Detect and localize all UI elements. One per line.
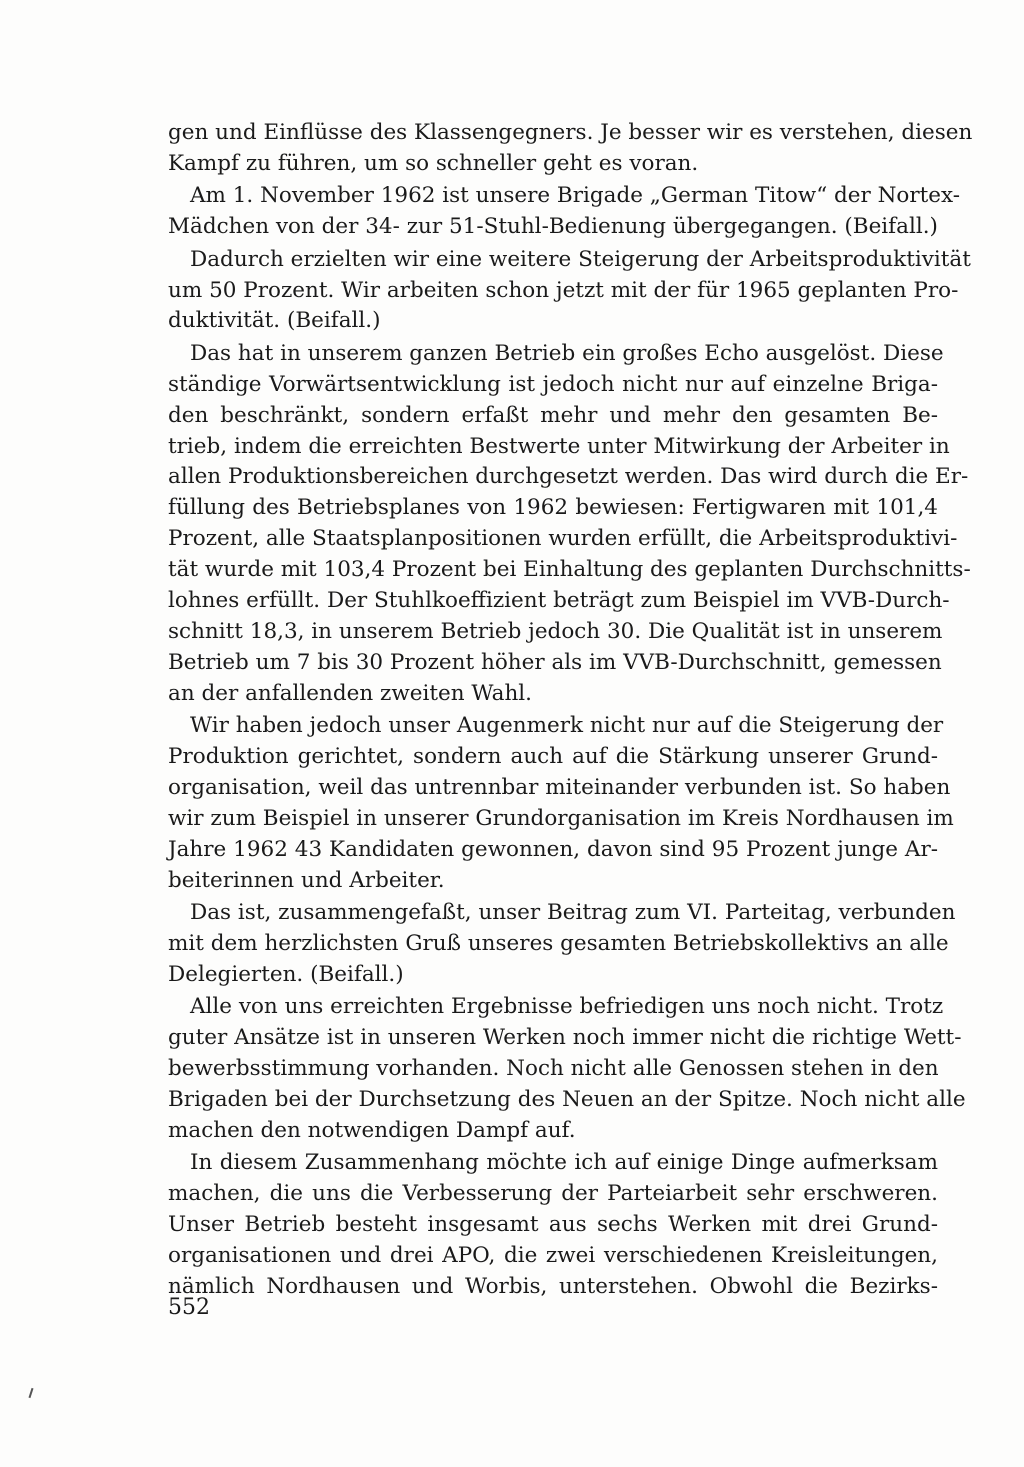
paragraph [168, 898, 956, 991]
text-line: Wir haben jedoch unser Augenmerk nicht nur auf die Steigerung der [190, 713, 944, 739]
text-line: organisationen und drei APO, die zwei verschiedenen Kreisleitungen, [168, 1243, 938, 1269]
text-line: an der anfallenden zweiten Wahl. [168, 680, 533, 706]
text-line: In diesem Zusammenhang möchte ich auf einige Dinge aufmerksam [190, 1150, 938, 1176]
text-line: Produktion gerichtet, sondern auch auf die Stärkung unserer Grund- [168, 744, 938, 770]
text-line: Unser Betrieb besteht insgesamt aus sechs Werken mit drei Grund- [168, 1212, 938, 1238]
text-line: Am 1. November 1962 ist unsere Brigade „German Titow“ der Nortex- [190, 183, 961, 209]
paragraph [168, 245, 971, 338]
text-line: gen und Einflüsse des Klassengegners. Je besser wir es verstehen, diesen [168, 120, 973, 145]
text-line: Das hat in unserem ganzen Betrieb ein großes Echo ausgelöst. Diese [190, 340, 944, 366]
text-line: organisation, weil das untrennbar miteinander verbunden ist. So haben [168, 775, 951, 801]
text-line: lohnes erfüllt. Der Stuhlkoeffizient beträgt zum Beispiel im VVB-Durch- [168, 588, 950, 614]
text-line: füllung des Betriebsplanes von 1962 bewiesen: Fertigwaren mit 101,4 [168, 495, 938, 521]
text-line: guter Ansätze ist in unseren Werken noch immer nicht die richtige Wett- [168, 1025, 962, 1051]
text-line: Brigaden bei der Durchsetzung des Neuen an der Spitze. Noch nicht alle [168, 1087, 966, 1113]
body-text [168, 118, 973, 1304]
paragraph [168, 1148, 938, 1303]
text-line: Betrieb um 7 bis 30 Prozent höher als im VVB-Durchschnitt, gemessen [168, 649, 942, 675]
paragraph [168, 339, 971, 710]
text-line: beiterinnen und Arbeiter. [168, 867, 445, 893]
paragraph [168, 181, 961, 243]
page-number: 552 [168, 1295, 210, 1320]
text-line: den beschränkt, sondern erfaßt mehr und mehr den gesamten Be- [168, 402, 938, 428]
text-line: Alle von uns erreichten Ergebnisse befriedigen uns noch nicht. Trotz [190, 994, 944, 1020]
text-line: ständige Vorwärtsentwicklung ist jedoch nicht nur auf einzelne Briga- [168, 371, 938, 397]
text-line: Kampf zu führen, um so schneller geht es voran. [168, 150, 699, 176]
text-line: bewerbsstimmung vorhanden. Noch nicht alle Genossen stehen in den [168, 1056, 939, 1082]
text-line: trieb, indem die erreichten Bestwerte unter Mitwirkung der Arbeiter in [168, 433, 950, 459]
text-line: Delegierten. (Beifall.) [168, 961, 404, 987]
paragraph [168, 992, 966, 1147]
text-line: Jahre 1962 43 Kandidaten gewonnen, davon sind 95 Prozent junge Ar- [168, 836, 938, 862]
text-line: machen, die uns die Verbesserung der Parteiarbeit sehr erschweren. [168, 1181, 938, 1207]
text-line: schnitt 18,3, in unserem Betrieb jedoch 30. Die Qualität ist in unserem [168, 619, 943, 644]
text-line: um 50 Prozent. Wir arbeiten schon jetzt mit der für 1965 geplanten Pro- [168, 277, 959, 303]
text-line: Das ist, zusammengefaßt, unser Beitrag zum VI. Parteitag, verbunden [190, 900, 956, 926]
margin-mark [29, 1388, 34, 1398]
text-line: wir zum Beispiel in unserer Grundorganisation im Kreis Nordhausen im [168, 805, 954, 831]
text-line: mit dem herzlichsten Gruß unseres gesamten Betriebskollektivs an alle [168, 931, 949, 957]
text-line: Mädchen von der 34- zur 51-Stuhl-Bedienung übergegangen. (Beifall.) [168, 214, 938, 240]
text-line: machen den notwendigen Dampf auf. [168, 1118, 576, 1143]
paragraph [168, 118, 973, 180]
text-line: Prozent, alle Staatsplanpositionen wurden erfüllt, die Arbeitsproduktivi- [168, 526, 958, 552]
text-line: tät wurde mit 103,4 Prozent bei Einhaltung des geplanten Durchschnitts- [168, 557, 971, 583]
text-line: Dadurch erzielten wir eine weitere Steigerung der Arbeitsproduktivität [190, 246, 971, 272]
text-line: nämlich Nordhausen und Worbis, unterstehen. Obwohl die Bezirks- [168, 1274, 938, 1300]
paragraph [168, 711, 954, 896]
text-line: duktivität. (Beifall.) [168, 308, 381, 334]
text-line: allen Produktionsbereichen durchgesetzt werden. Das wird durch die Er- [168, 464, 969, 490]
